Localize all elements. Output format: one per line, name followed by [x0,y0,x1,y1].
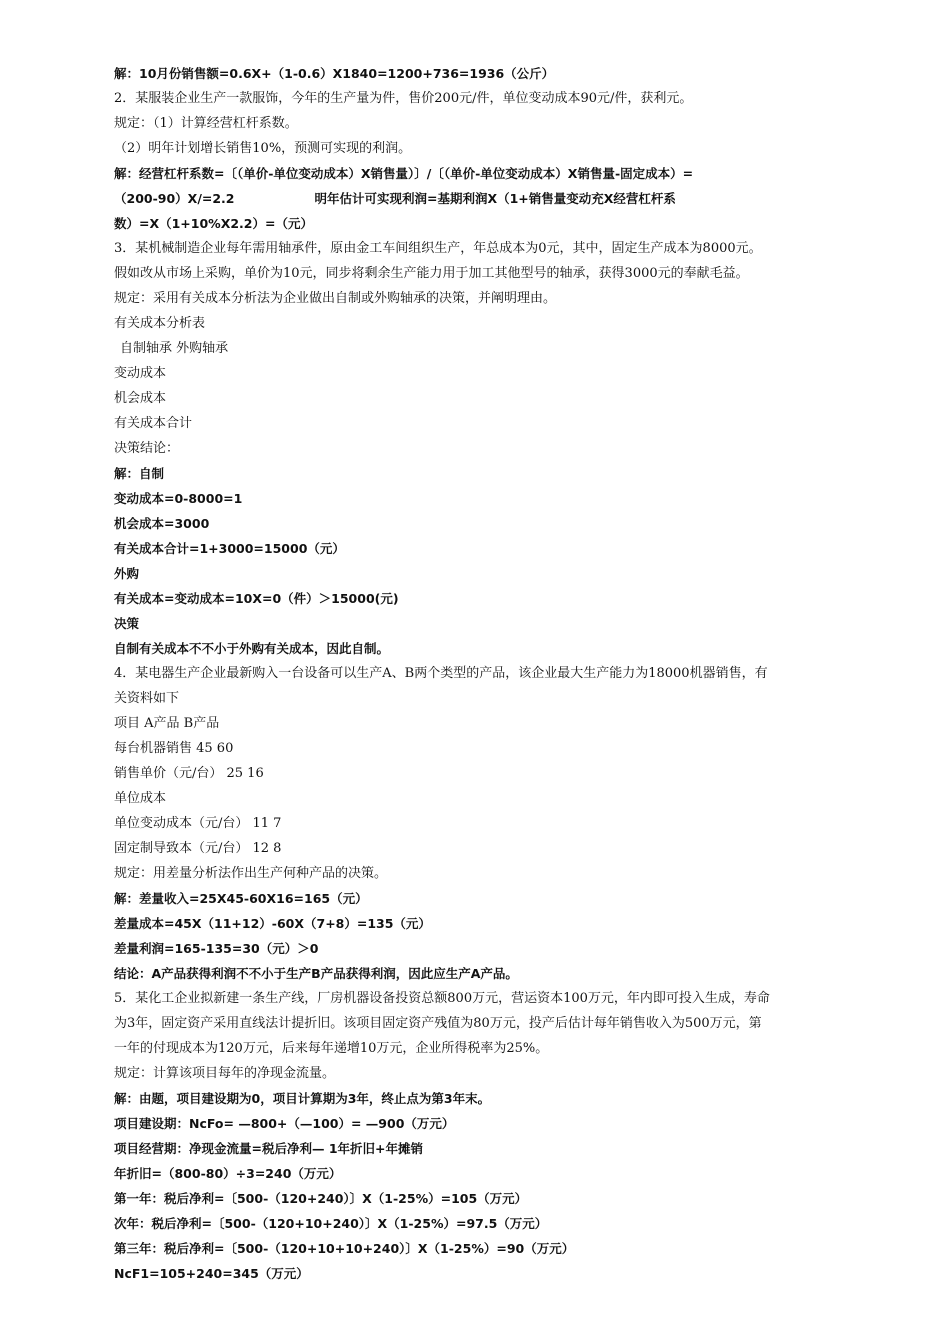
text-line [114,961,839,986]
text-line [114,1136,839,1161]
text-line [114,361,839,386]
text-line [114,411,839,436]
line-text: 结论：A产品获得利润不不小于生产B产品获得利润，因此应生产A产品。 [114,966,518,981]
line-text: 解：差量收入=25X45-60X16=165（元） [114,891,368,906]
line-text: 项目建设期：NcFo= —800+（—100）= —900（万元） [114,1116,455,1131]
text-line [114,1086,839,1111]
document-body [114,61,839,1286]
line-text: 差量成本=45X（11+12）-60X（7+8）=135（元） [114,916,431,931]
line-text: 决策 [114,616,140,631]
line-text: 固定制导致本（元/台） 12 8 [114,841,282,856]
line-text: 为3年，固定资产采用直线法计提折旧。该项目固定资产残值为80万元，投产后估计每年销售收入为500万元，第 [114,1016,762,1031]
line-text: 解：10月份销售额=0.6X+（1-0.6）X1840=1200+736=1936（公斤） [114,66,555,81]
text-line [114,561,839,586]
text-line [114,1161,839,1186]
text-line [114,986,839,1011]
line-text: 机会成本=3000 [114,516,210,531]
line-text: NcF1=105+240=345（万元） [114,1266,309,1281]
text-line [114,486,839,511]
line-text: 数）=X（1+10%X2.2）=（元） [114,216,313,231]
text-line [114,1111,839,1136]
text-line [114,611,839,636]
text-line [114,461,839,486]
line-text: 项目 A产品 B产品 [114,716,220,731]
line-text: 自制有关成本不不小于外购有关成本，因此自制。 [114,641,390,656]
text-line [114,61,839,86]
line-text: （2）明年计划增长销售10%，预测可实现的利润。 [114,141,412,156]
text-line [114,736,839,761]
text-line [114,111,839,136]
text-line [114,161,839,186]
line-text-continued: 明年估计可实现利润=基期利润X（1+销售量变动充X经营杠杆系 [314,191,676,206]
text-line [114,686,839,711]
text-line [114,1211,839,1236]
text-line [114,236,839,261]
line-text: 解：自制 [114,466,165,481]
line-text: 差量利润=165-135=30（元）＞0 [114,941,319,956]
line-text: 次年：税后净利=〔500-（120+10+240）〕X（1-25%）=97.5（万元） [114,1216,548,1231]
line-text: （200-90）X/=2.2 [114,191,235,206]
line-text: 有关成本合计=1+3000=15000（元） [114,541,345,556]
line-text: 规定：（1）计算经营杠杆系数。 [114,116,298,131]
line-text: 规定：计算该项目每年的净现金流量。 [114,1066,336,1081]
text-line [114,211,839,236]
text-line [114,536,839,561]
line-text: 决策结论： [114,441,180,456]
line-text: 规定：用差量分析法作出生产何种产品的决策。 [114,866,388,881]
text-line [114,886,839,911]
text-line [114,286,839,311]
line-text: 假如改从市场上采购，单价为10元，同步将剩余生产能力用于加工其他型号的轴承，获得3000元的奉献毛益。 [114,266,749,281]
line-text: 有关成本=变动成本=10X=0（件）＞15000(元) [114,591,399,606]
text-line [114,261,839,286]
line-text: 有关成本合计 [114,416,193,431]
line-text: 有关成本分析表 [114,316,206,331]
line-text: 每台机器销售 45 60 [114,741,234,756]
text-line [114,1061,839,1086]
line-text: 解：由题，项目建设期为0，项目计算期为3年，终止点为第3年末。 [114,1091,491,1106]
line-text: 单位变动成本（元/台） 11 7 [114,816,282,831]
line-text: 第一年：税后净利=〔500-（120+240）〕X（1-25%）=105（万元） [114,1191,528,1206]
text-line [114,1261,839,1286]
line-text: 解：经营杠杆系数=〔（单价-单位变动成本）X销售量）〕/〔（单价-单位变动成本）X销售量-固定成本）= [114,166,694,181]
text-line [114,1011,839,1036]
text-line [114,311,839,336]
line-text: 关资料如下 [114,691,180,706]
line-text: 外购 [114,566,140,581]
line-text: 规定：采用有关成本分析法为企业做出自制或外购轴承的决策，并阐明理由。 [114,291,557,306]
text-line [114,1036,839,1061]
text-line [114,636,839,661]
line-text: 变动成本 [114,366,167,381]
text-line [114,1236,839,1261]
line-text: 变动成本=0-8000=1 [114,491,243,506]
line-text: 5．某化工企业拟新建一条生产线，厂房机器设备投资总额800万元，营运资本100万元，年内即可投入生成，寿命 [114,991,770,1006]
text-line [114,911,839,936]
text-line [114,336,839,361]
text-line [114,186,839,211]
text-line [114,136,839,161]
text-line [114,761,839,786]
text-line [114,861,839,886]
line-text: 年折旧=（800-80）÷3=240（万元） [114,1166,342,1181]
text-line [114,936,839,961]
line-text: 销售单价（元/台） 25 16 [114,766,264,781]
line-text: 单位成本 [114,791,167,806]
text-line [114,661,839,686]
text-line [114,1186,839,1211]
line-text: 一年的付现成本为120万元，后来每年递增10万元，企业所得税率为25%。 [114,1041,549,1056]
text-line [114,586,839,611]
text-line [114,386,839,411]
line-text: 第三年：税后净利=〔500-（120+10+10+240）〕X（1-25%）=90（万元） [114,1241,575,1256]
text-line [114,86,839,111]
line-text: 自制轴承 外购轴承 [120,341,229,356]
text-line [114,786,839,811]
line-text: 机会成本 [114,391,167,406]
text-line [114,836,839,861]
text-line [114,811,839,836]
text-line [114,711,839,736]
text-line [114,511,839,536]
line-text: 项目经营期：净现金流量=税后净利— 1年折旧+年摊销 [114,1141,423,1156]
line-text: 2．某服装企业生产一款服饰，今年的生产量为件，售价200元/件，单位变动成本90元/件，获利元。 [114,91,693,106]
line-text: 3．某机械制造企业每年需用轴承件，原由金工车间组织生产，年总成本为0元，其中，固定生产成本为8000元。 [114,241,762,256]
text-line [114,436,839,461]
line-text: 4．某电器生产企业最新购入一台设备可以生产A、B两个类型的产品，该企业最大生产能力为18000机器销售，有 [114,666,768,681]
